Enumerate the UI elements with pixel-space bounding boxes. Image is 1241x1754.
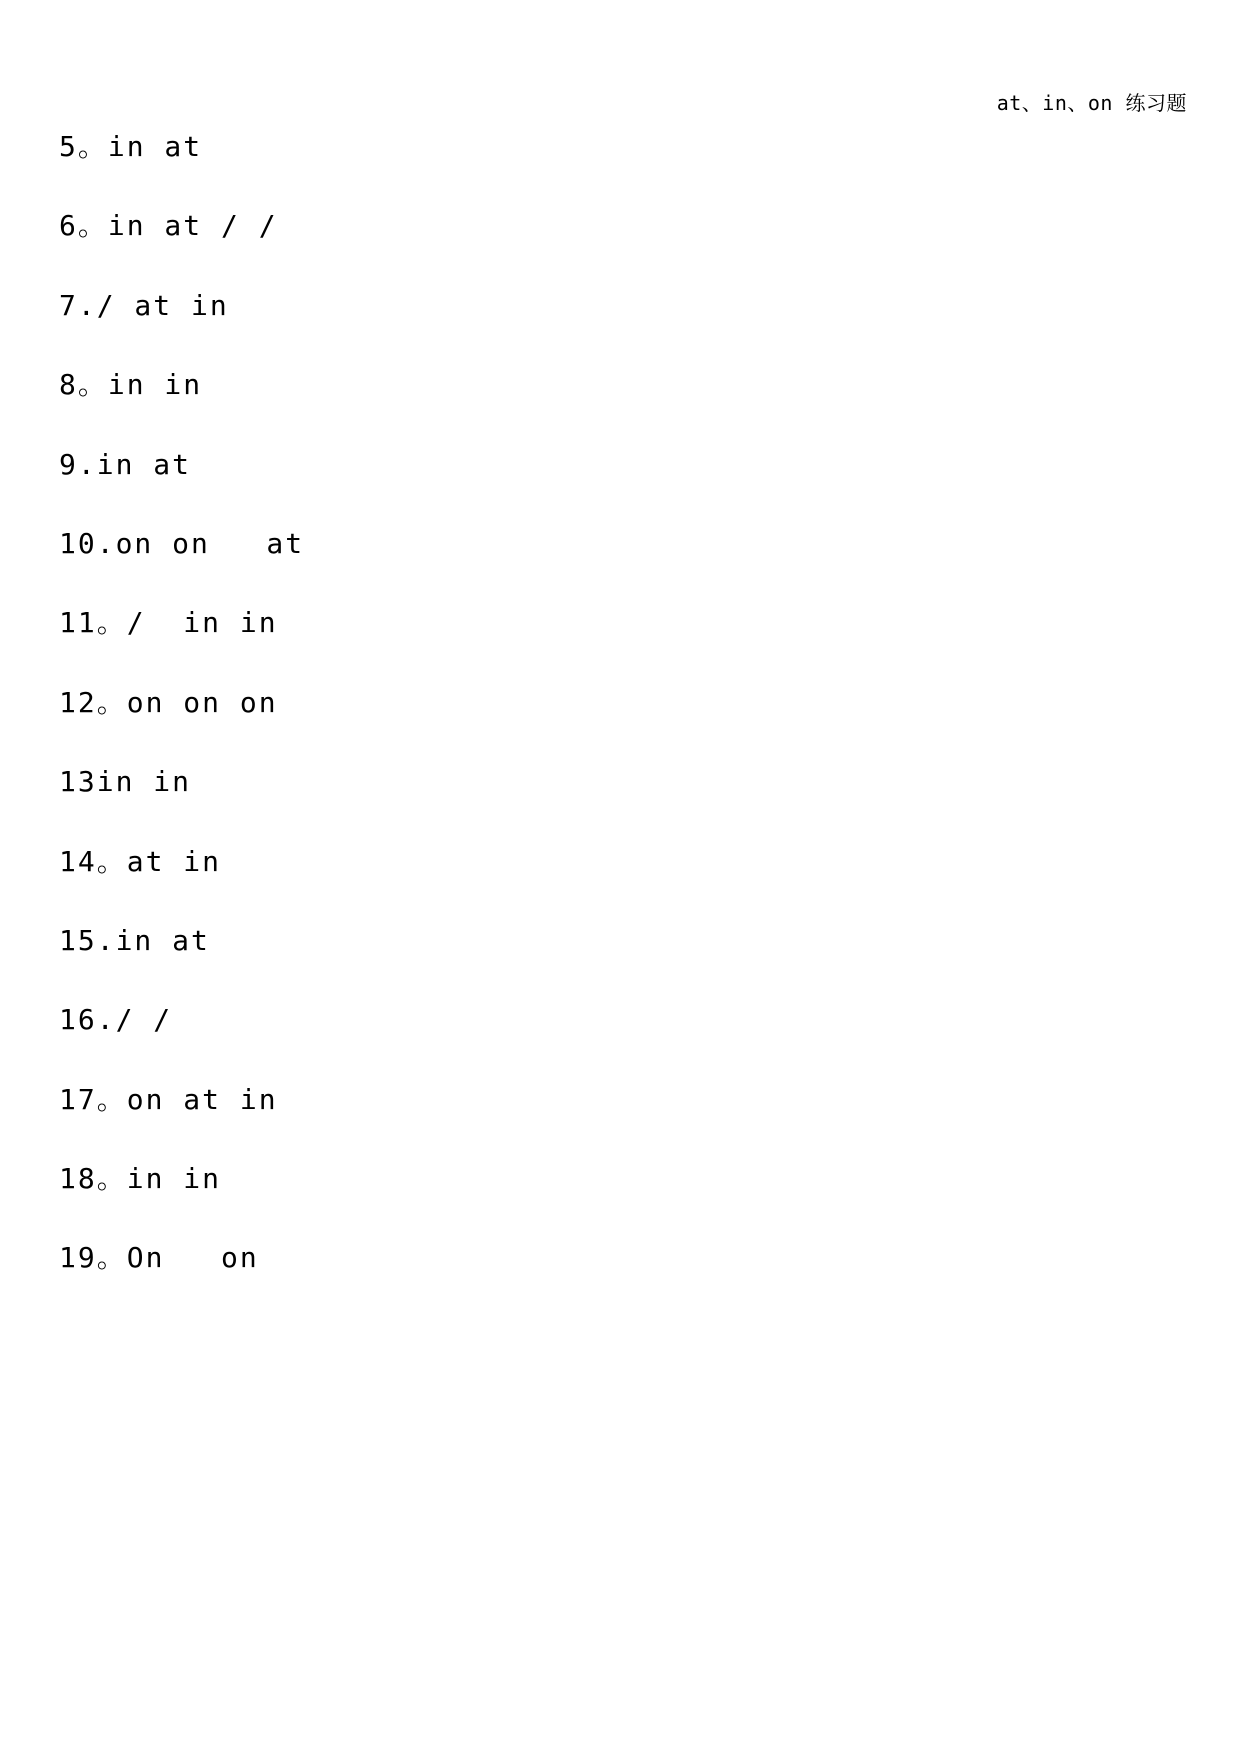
answer-line-15: 15.in at xyxy=(59,923,210,957)
answer-line-13: 13in in xyxy=(59,765,192,799)
answer-line-17: 17。on at in xyxy=(59,1082,278,1116)
answer-line-6: 6。in at / / xyxy=(59,209,278,243)
answer-line-16: 16./ / xyxy=(59,1003,173,1037)
answer-line-19: 19。On on xyxy=(59,1241,259,1275)
answer-line-5: 5。in at xyxy=(59,130,203,163)
answer-line-10: 10.on on at xyxy=(59,526,305,560)
answer-line-7: 7./ at in xyxy=(59,288,229,322)
answer-line-11: 11。/ in in xyxy=(59,606,278,640)
answer-line-18: 18。in in xyxy=(59,1162,222,1196)
answer-line-9: 9.in at xyxy=(59,447,192,481)
answer-list xyxy=(59,130,304,1321)
answer-line-12: 12。on on on xyxy=(59,685,278,719)
page-header-title: at、in、on 练习题 xyxy=(996,91,1187,115)
answer-line-14: 14。at in xyxy=(59,844,222,878)
answer-line-8: 8。in in xyxy=(59,368,203,402)
